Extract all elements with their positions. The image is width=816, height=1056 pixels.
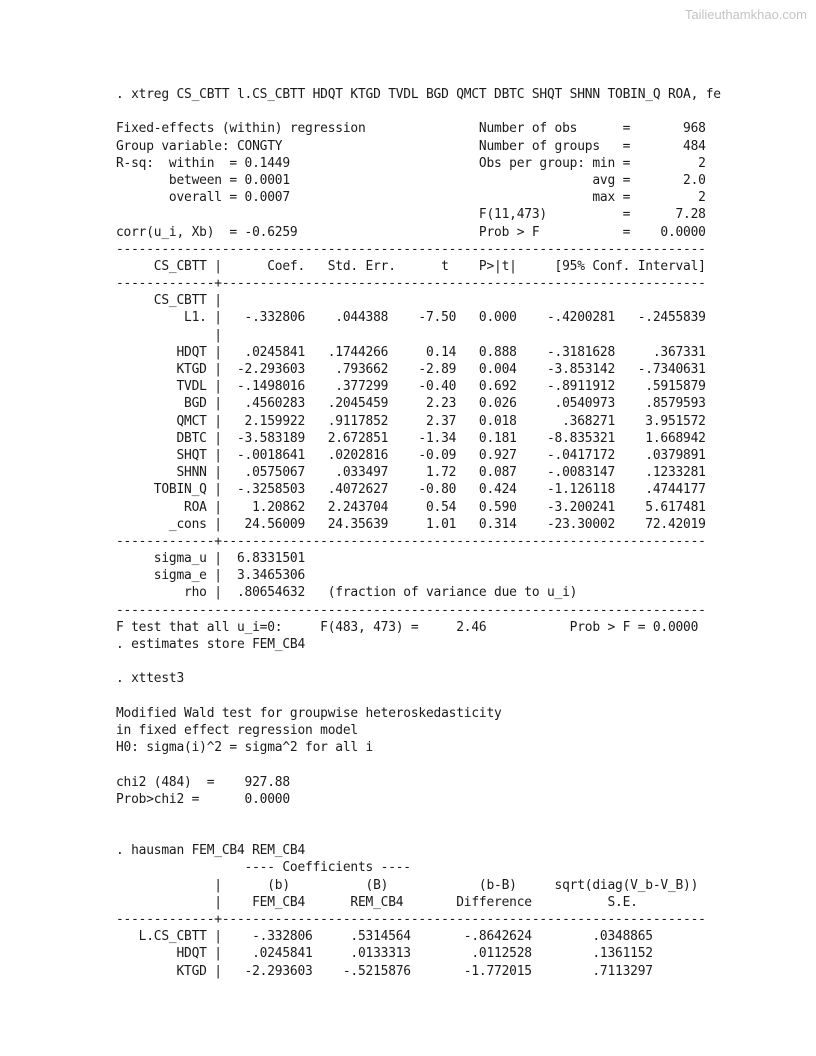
output-line: CS_CBTT | Coef. Std. Err. t P>|t| [95% Conf. Interval] <box>116 258 706 274</box>
output-line: _cons | 24.56009 24.35639 1.01 0.314 -23.30002 72.42019 <box>116 516 706 532</box>
output-line <box>116 825 806 842</box>
output-line: | FEM_CB4 REM_CB4 Difference S.E. <box>116 894 638 910</box>
output-line: HDQT | .0245841 .0133313 .0112528 .1361152 <box>116 946 653 962</box>
output-line: TOBIN_Q | -.3258503 .4072627 -0.80 0.424 -1.126118 .4744177 <box>116 482 706 498</box>
output-line: DBTC | -3.583189 2.672851 -1.34 0.181 -8.835321 1.668942 <box>116 430 706 446</box>
output-line: rho | .80654632 (fraction of variance due to u_i) <box>116 585 578 601</box>
output-line: . estimates store FEM_CB4 <box>116 637 306 652</box>
output-line: SHQT | -.0018641 .0202816 -0.09 0.927 -.0417172 .0379891 <box>116 447 706 463</box>
output-line: QMCT | 2.159922 .9117852 2.37 0.018 .368271 3.951572 <box>116 413 706 429</box>
output-line: -------------+---------------------------------------------------------------- <box>116 276 706 292</box>
output-line: ------------------------------------------------------------------------------ <box>116 602 706 618</box>
output-line: sigma_e | 3.3465306 <box>116 568 306 584</box>
output-line: KTGD | -2.293603 .793662 -2.89 0.004 -3.853142 -.7340631 <box>116 362 706 377</box>
output-line: L.CS_CBTT | -.332806 .5314564 -.8642624 .0348865 <box>116 929 653 945</box>
watermark-text: Tailieuthamkhao.com <box>684 7 807 22</box>
output-line: ---- Coefficients ---- <box>116 860 411 876</box>
output-line: -------------+---------------------------------------------------------------- <box>116 912 706 927</box>
output-line: F test that all u_i=0: F(483, 473) = 2.46 Prob > F = 0.0000 <box>116 619 699 635</box>
output-line: . xttest3 <box>116 671 185 687</box>
output-line: F(11,473) = 7.28 <box>116 207 706 223</box>
output-line: sigma_u | 6.8331501 <box>116 551 306 567</box>
output-line: L1. | -.332806 .044388 -7.50 0.000 -.4200281 -.2455839 <box>116 310 706 326</box>
output-line: ROA | 1.20862 2.243704 0.54 0.590 -3.200241 5.617481 <box>116 499 706 515</box>
output-line <box>116 808 806 825</box>
output-line: | <box>116 327 222 343</box>
output-line: ------------------------------------------------------------------------------ <box>116 241 706 257</box>
output-line: BGD | .4560283 .2045459 2.23 0.026 .0540973 .8579593 <box>116 396 706 412</box>
stata-output <box>116 86 806 980</box>
output-line <box>116 653 806 670</box>
output-line: TVDL | -.1498016 .377299 -0.40 0.692 -.8911912 .5915879 <box>116 379 706 395</box>
output-line: SHNN | .0575067 .033497 1.72 0.087 -.0083147 .1233281 <box>116 465 706 481</box>
output-line: | (b) (B) (b-B) sqrt(diag(V_b-V_B)) <box>116 877 699 893</box>
output-line: HDQT | .0245841 .1744266 0.14 0.888 -.3181628 .367331 <box>116 344 706 360</box>
output-line: Modified Wald test for groupwise heteroskedasticity <box>116 705 502 721</box>
output-line: . xtreg CS_CBTT l.CS_CBTT HDQT KTGD TVDL BGD QMCT DBTC SHQT SHNN TOBIN_Q ROA, fe <box>116 87 721 102</box>
output-line: Fixed-effects (within) regression Number of obs = 968 <box>116 121 706 137</box>
output-line: Prob>chi2 = 0.0000 <box>116 791 290 807</box>
output-line: CS_CBTT | <box>116 293 222 309</box>
output-line: Group variable: CONGTY Number of groups = 484 <box>116 138 706 154</box>
output-line: R-sq: within = 0.1449 Obs per group: min = 2 <box>116 155 706 171</box>
output-line: . hausman FEM_CB4 REM_CB4 <box>116 843 306 859</box>
output-line <box>116 688 806 705</box>
output-line <box>116 756 806 773</box>
output-line <box>116 103 806 120</box>
output-line: in fixed effect regression model <box>116 722 358 738</box>
output-line: corr(u_i, Xb) = -0.6259 Prob > F = 0.0000 <box>116 224 706 240</box>
output-line: -------------+---------------------------------------------------------------- <box>116 533 706 549</box>
output-line: H0: sigma(i)^2 = sigma^2 for all i <box>116 740 374 756</box>
output-line: chi2 (484) = 927.88 <box>116 774 290 790</box>
output-line: overall = 0.0007 max = 2 <box>116 190 706 206</box>
output-line: KTGD | -2.293603 -.5215876 -1.772015 .7113297 <box>116 963 653 979</box>
output-line: between = 0.0001 avg = 2.0 <box>116 172 706 188</box>
